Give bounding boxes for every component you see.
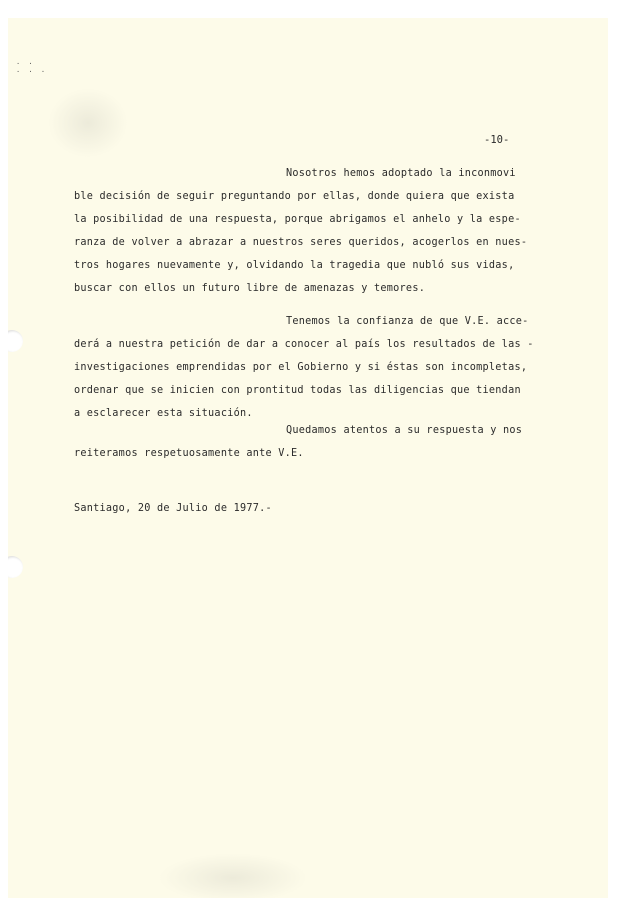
text-line: buscar con ellos un futuro libre de amenazas y temores. [74, 283, 426, 294]
text-line: ble decisión de seguir preguntando por ellas, donde quiera que exista [74, 191, 515, 202]
text-line: Quedamos atentos a su respuesta y nos [286, 425, 523, 436]
text-line: derá a nuestra petición de dar a conocer al país los resultados de las - [74, 339, 534, 350]
document-page [8, 18, 608, 898]
text-line: ordenar que se inicien con prontitud todas las diligencias que tiendan [74, 385, 521, 396]
paper-stain [158, 853, 308, 898]
text-line: ranza de volver a abrazar a nuestros seres queridos, acogerlos en nues- [74, 237, 528, 248]
text-line: la posibilidad de una respuesta, porque abrigamos el anhelo y la espe- [74, 214, 521, 225]
date-line: Santiago, 20 de Julio de 1977.- [74, 503, 272, 514]
text-line: investigaciones emprendidas por el Gobierno y si éstas son incompletas, [74, 362, 528, 373]
text-line: a esclarecer esta situación. [74, 408, 253, 419]
punch-hole [8, 330, 23, 352]
page-number: -10- [484, 134, 510, 146]
text-line: Tenemos la confianza de que V.E. acce- [286, 316, 529, 327]
text-line: reiteramos respetuosamente ante V.E. [74, 448, 304, 459]
text-line: tros hogares nuevamente y, olvidando la tragedia que nubló sus vidas, [74, 260, 515, 271]
text-line: Nosotros hemos adoptado la inconmovi [286, 168, 516, 179]
paper-specks: · · · · · [16, 60, 48, 76]
punch-hole [8, 556, 23, 578]
paper-stain [48, 88, 128, 158]
